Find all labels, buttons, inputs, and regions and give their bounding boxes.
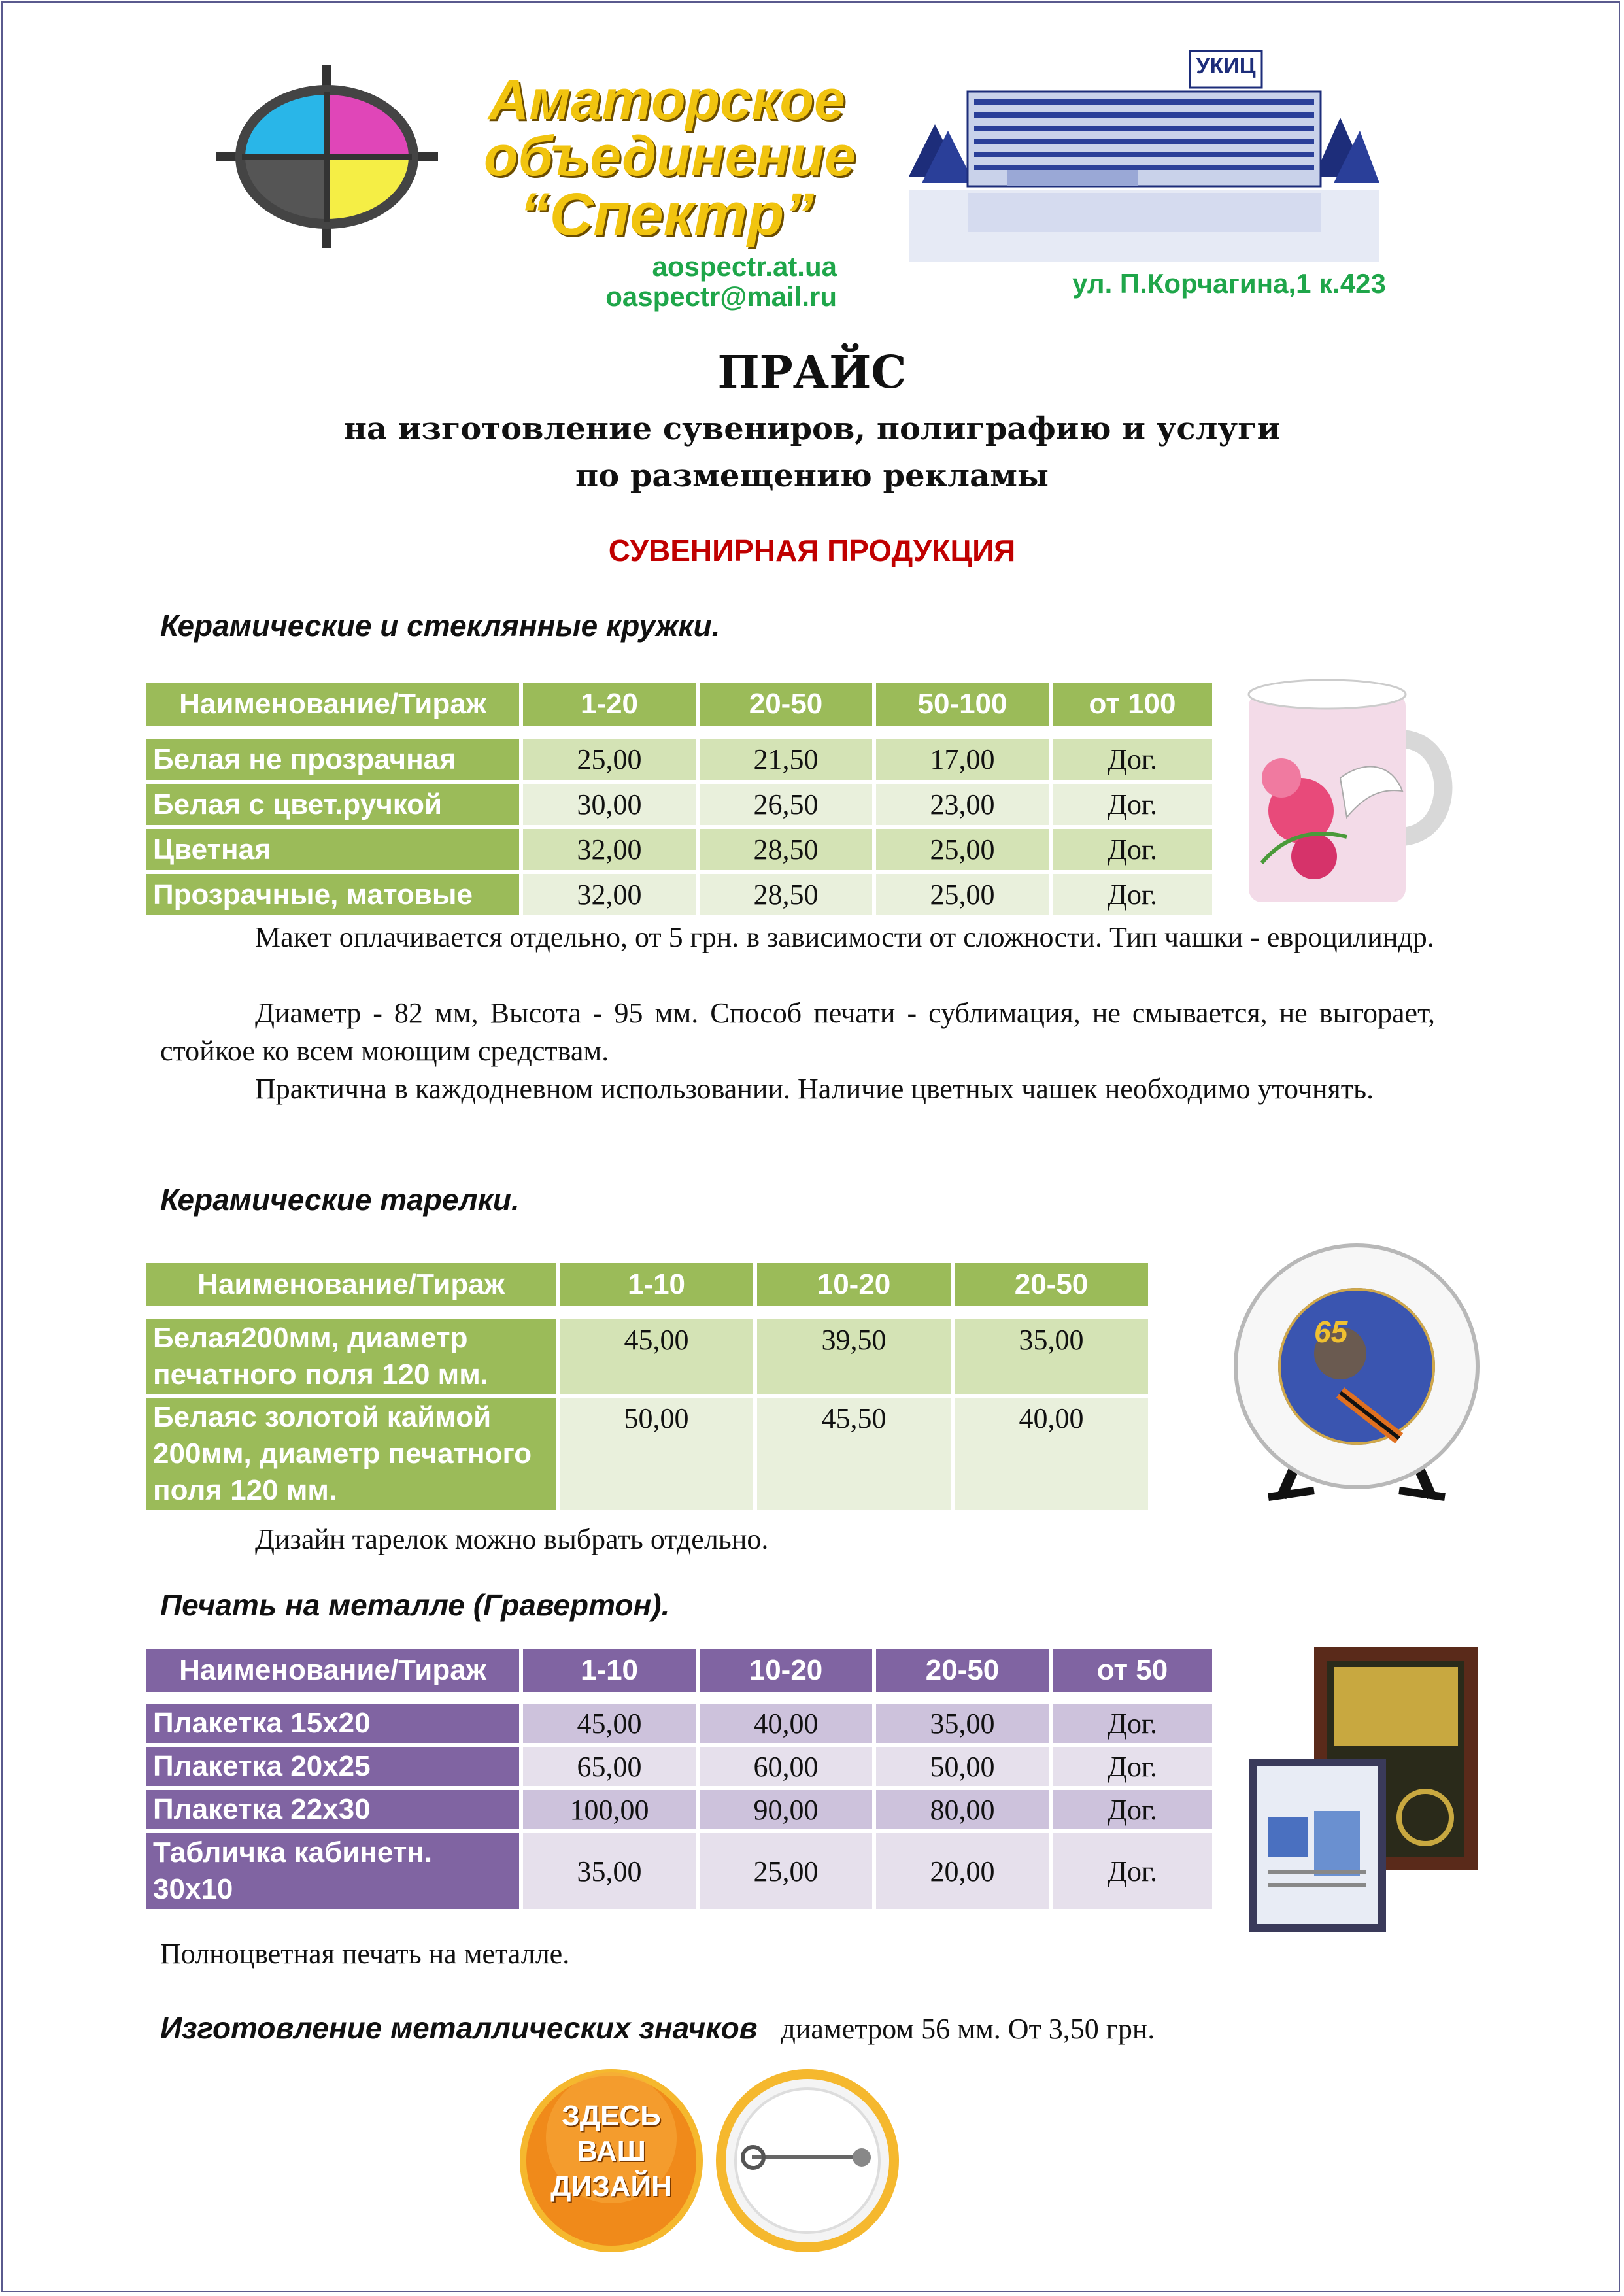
- column-header: 10-20: [700, 1649, 872, 1692]
- table-row: [146, 1319, 1148, 1394]
- row-name: Плакетка 20х25: [146, 1747, 519, 1786]
- column-header: от 50: [1053, 1649, 1212, 1692]
- price-cell: 100,00: [523, 1790, 696, 1829]
- column-header: 1-20: [523, 683, 696, 726]
- price-cell: 32,00: [523, 829, 696, 870]
- table-header-row: [146, 1263, 1148, 1306]
- mug-image: [1242, 667, 1458, 922]
- price-cell: Дог.: [1053, 1790, 1212, 1829]
- table-row: [146, 1790, 1212, 1829]
- badges-line: [160, 2010, 1155, 2046]
- row-name: Белаяс золотой каймой 200мм, диаметр печатного поля 120 мм.: [146, 1398, 556, 1510]
- price-cell: Дог.: [1053, 739, 1212, 780]
- row-name: Белая200мм, диаметр печатного поля 120 мм.: [146, 1319, 556, 1394]
- price-cell: 50,00: [560, 1398, 753, 1510]
- row-name: Плакетка 15х20: [146, 1704, 519, 1743]
- column-header: 20-50: [955, 1263, 1148, 1306]
- price-cell: 45,50: [757, 1398, 951, 1510]
- mugs-heading: Керамические и стеклянные кружки.: [160, 609, 720, 643]
- price-cell: 35,00: [876, 1704, 1049, 1743]
- page-title: ПРАЙС: [717, 346, 907, 399]
- column-header: 50-100: [876, 683, 1049, 726]
- price-cell: 50,00: [876, 1747, 1049, 1786]
- plates-note: Дизайн тарелок можно выбрать отдельно.: [255, 1523, 769, 1555]
- badge-design-text: ЗДЕСЬ ВАШ ДИЗАЙН: [550, 2100, 672, 2203]
- plate-image-label: 65: [1314, 1315, 1348, 1349]
- table-header-row: [146, 1649, 1212, 1692]
- price-cell: 17,00: [876, 739, 1049, 780]
- price-cell: 25,00: [876, 829, 1049, 870]
- building-image: [909, 46, 1379, 262]
- price-cell: 23,00: [876, 784, 1049, 825]
- row-name: Плакетка 22х30: [146, 1790, 519, 1829]
- metal-price-table: [143, 1645, 1216, 1913]
- price-cell: Дог.: [1053, 1747, 1212, 1786]
- column-header: 10-20: [757, 1263, 951, 1306]
- column-header: Наименование/Тираж: [146, 1263, 556, 1306]
- table-row: [146, 1398, 1148, 1510]
- badge-back-image: [713, 2066, 902, 2255]
- table-row: [146, 1704, 1212, 1743]
- price-cell: Дог.: [1053, 829, 1212, 870]
- table-row: [146, 829, 1212, 870]
- price-cell: Дог.: [1053, 1704, 1212, 1743]
- section-title: СУВЕНИРНАЯ ПРОДУКЦИЯ: [608, 533, 1016, 567]
- column-header: 20-50: [700, 683, 872, 726]
- price-cell: 45,00: [523, 1704, 696, 1743]
- address: ул. П.Корчагина,1 к.423: [1072, 268, 1386, 299]
- price-cell: 40,00: [955, 1398, 1148, 1510]
- price-cell: Дог.: [1053, 784, 1212, 825]
- mugs-note-3: Практична в каждодневном использовании. Наличие цветных чашек необходимо уточнять.: [255, 1073, 1374, 1105]
- price-cell: 28,50: [700, 874, 872, 915]
- price-cell: 60,00: [700, 1747, 872, 1786]
- price-cell: 65,00: [523, 1747, 696, 1786]
- page-subtitle-line1: на изготовление сувениров, полиграфию и услуги: [343, 411, 1281, 447]
- table-header-row: [146, 683, 1212, 726]
- table-row: [146, 1747, 1212, 1786]
- price-cell: 80,00: [876, 1790, 1049, 1829]
- page-subtitle-line2: по размещению рекламы: [575, 458, 1049, 494]
- email-link[interactable]: oaspectr@mail.ru: [605, 281, 837, 312]
- price-cell: 28,50: [700, 829, 872, 870]
- site-link[interactable]: aospectr.at.ua: [652, 251, 837, 282]
- price-cell: 35,00: [523, 1833, 696, 1909]
- plates-price-table: [143, 1259, 1152, 1514]
- price-cell: 25,00: [876, 874, 1049, 915]
- row-name: Табличка кабинетн. 30х10: [146, 1833, 519, 1909]
- badges-text: диаметром 56 мм. От 3,50 грн.: [781, 2013, 1155, 2045]
- price-cell: 35,00: [955, 1319, 1148, 1394]
- cmyk-target-logo: [209, 59, 445, 255]
- price-cell: Дог.: [1053, 1833, 1212, 1909]
- plates-heading: Керамические тарелки.: [160, 1183, 520, 1217]
- price-cell: 26,50: [700, 784, 872, 825]
- row-name: Белая не прозрачная: [146, 739, 519, 780]
- price-cell: 39,50: [757, 1319, 951, 1394]
- column-header: 1-10: [523, 1649, 696, 1692]
- metal-heading: Печать на металле (Гравертон).: [160, 1588, 670, 1622]
- price-cell: 32,00: [523, 874, 696, 915]
- table-row: [146, 1833, 1212, 1909]
- price-cell: 25,00: [700, 1833, 872, 1909]
- contact-info: [575, 252, 837, 312]
- plate-image: [1229, 1242, 1484, 1504]
- row-name: Прозрачные, матовые: [146, 874, 519, 915]
- column-header: 1-10: [560, 1263, 753, 1306]
- table-row: [146, 784, 1212, 825]
- building-sign: УКИЦ: [1196, 54, 1256, 78]
- price-cell: 20,00: [876, 1833, 1049, 1909]
- plaque-image: [1242, 1647, 1484, 1935]
- column-header: от 100: [1053, 683, 1212, 726]
- price-cell: 25,00: [523, 739, 696, 780]
- mugs-note-2: Диаметр - 82 мм, Высота - 95 мм. Способ печати - сублимация, не смывается, не выгорает, стойкое ко всем моющим средствам.: [160, 997, 1435, 1067]
- price-cell: 45,00: [560, 1319, 753, 1394]
- badges-heading: Изготовление металлических значков: [160, 2011, 758, 2045]
- table-row: [146, 874, 1212, 915]
- price-cell: 90,00: [700, 1790, 872, 1829]
- metal-note: Полноцветная печать на металле.: [160, 1938, 570, 1970]
- price-cell: 40,00: [700, 1704, 872, 1743]
- column-header: Наименование/Тираж: [146, 683, 519, 726]
- price-cell: Дог.: [1053, 874, 1212, 915]
- table-row: [146, 739, 1212, 780]
- association-logo: Аматорское объединение “Спектр”: [484, 69, 856, 248]
- row-name: Цветная: [146, 829, 519, 870]
- price-cell: 30,00: [523, 784, 696, 825]
- column-header: 20-50: [876, 1649, 1049, 1692]
- mugs-price-table: [143, 679, 1216, 919]
- mugs-note-1: Макет оплачивается отдельно, от 5 грн. в зависимости от сложности. Тип чашки - евроцилиндр.: [255, 921, 1434, 953]
- column-header: Наименование/Тираж: [146, 1649, 519, 1692]
- price-cell: 21,50: [700, 739, 872, 780]
- row-name: Белая с цвет.ручкой: [146, 784, 519, 825]
